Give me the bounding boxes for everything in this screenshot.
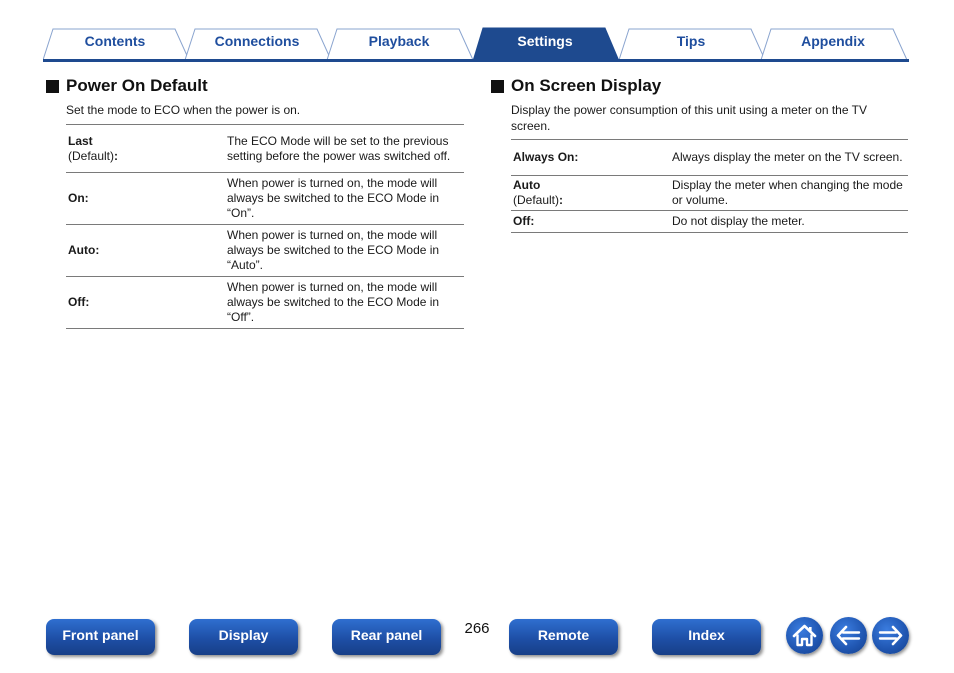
option-key: Auto: (66, 225, 225, 277)
option-key: Off: (511, 211, 670, 233)
tab-playback[interactable]: Playback (368, 33, 430, 49)
option-description: Do not display the meter. (670, 211, 908, 233)
square-bullet-icon (491, 80, 504, 93)
power-on-default-section (46, 76, 464, 329)
table-row (66, 125, 464, 173)
tab-settings[interactable]: Settings (517, 33, 573, 49)
section-title: Power On Default (66, 76, 208, 95)
rear-panel-button[interactable]: Rear panel (332, 619, 441, 655)
section-heading (46, 76, 464, 96)
option-description: When power is turned on, the mode will always be switched to the ECO Mode in “On”. (225, 173, 464, 225)
forward-button[interactable] (872, 617, 909, 654)
tab-contents[interactable]: Contents (84, 33, 146, 49)
display-button[interactable]: Display (189, 619, 298, 655)
table-row (511, 176, 908, 211)
tab-bar (43, 27, 909, 62)
option-description: When power is turned on, the mode will always be switched to the ECO Mode in “Auto”. (225, 225, 464, 277)
table-row (66, 225, 464, 277)
on-screen-display-section (491, 76, 909, 233)
section-title: On Screen Display (511, 76, 662, 95)
home-icon (786, 617, 823, 654)
section-intro: Display the power consumption of this unit using a meter on the TV screen. (511, 103, 867, 133)
option-description: Display the meter when changing the mode or volume. (670, 176, 908, 211)
option-description: When power is turned on, the mode will always be switched to the ECO Mode in “Off”. (225, 277, 464, 329)
settings-table (511, 139, 908, 233)
home-button[interactable] (786, 617, 823, 654)
tab-appendix[interactable]: Appendix (801, 33, 865, 49)
option-key: Off: (66, 277, 225, 329)
square-bullet-icon (46, 80, 59, 93)
page-number: 266 (464, 620, 490, 637)
option-key: Auto (Default): (511, 176, 670, 211)
table-row (511, 211, 908, 233)
arrow-right-icon (872, 617, 909, 654)
tab-connections[interactable]: Connections (214, 33, 300, 49)
table-row (511, 140, 908, 176)
table-row (66, 173, 464, 225)
back-button[interactable] (830, 617, 867, 654)
remote-button[interactable]: Remote (509, 619, 618, 655)
option-description: The ECO Mode will be set to the previous setting before the power was switched off. (225, 125, 464, 173)
arrow-left-icon (830, 617, 867, 654)
tab-underline (43, 59, 909, 62)
settings-table (66, 124, 464, 329)
section-intro: Set the mode to ECO when the power is on. (66, 103, 301, 117)
option-key: Last (Default): (66, 125, 225, 173)
option-key: Always On: (511, 140, 670, 176)
option-description: Always display the meter on the TV screen. (670, 140, 908, 176)
table-row (66, 277, 464, 329)
front-panel-button[interactable]: Front panel (46, 619, 155, 655)
tab-tips[interactable]: Tips (676, 33, 706, 49)
index-button[interactable]: Index (652, 619, 761, 655)
section-heading (491, 76, 909, 96)
option-key: On: (66, 173, 225, 225)
